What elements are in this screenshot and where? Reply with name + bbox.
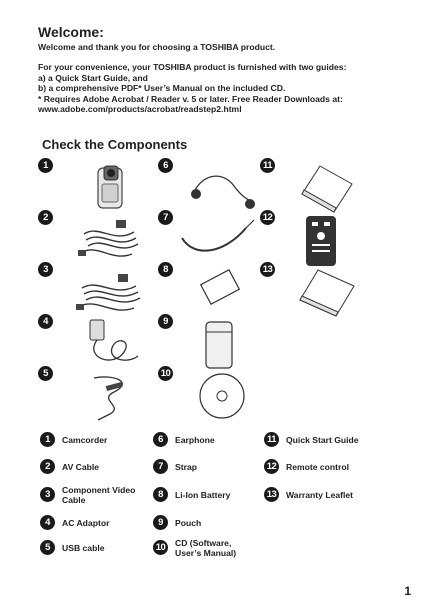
component-cell-4	[40, 316, 150, 368]
component-cell-2	[40, 212, 150, 264]
number-badge: 4	[40, 515, 55, 530]
camcorder-icon	[54, 162, 146, 216]
warranty-leaflet-icon	[276, 266, 368, 320]
usb-cable-icon	[54, 370, 146, 424]
number-badge: 10	[153, 540, 168, 555]
number-badge: 2	[38, 210, 53, 225]
number-badge: 13	[260, 262, 275, 277]
number-badge: 8	[153, 487, 168, 502]
legend-label: Quick Start Guide	[286, 434, 359, 445]
number-badge: 7	[153, 459, 168, 474]
number-badge: 12	[260, 210, 275, 225]
legend-label: Earphone	[175, 434, 215, 445]
legend-label: AC Adaptor	[62, 517, 110, 528]
number-badge: 5	[38, 366, 53, 381]
component-cell-8	[160, 264, 270, 316]
intro-line: b) a comprehensive PDF* User’s Manual on the included CD.	[38, 83, 286, 94]
legend-label: Strap	[175, 461, 197, 472]
intro-line: Welcome and thank you for choosing a TOSHIBA product.	[38, 42, 276, 52]
remote-control-icon	[276, 214, 368, 268]
component-cell-9	[160, 316, 270, 368]
number-badge: 11	[264, 432, 279, 447]
number-badge: 12	[264, 459, 279, 474]
component-cable-icon	[54, 266, 146, 320]
intro-line: * Requires Adobe Acrobat / Reader v. 5 or later. Free Reader Downloads at:	[38, 93, 343, 104]
legend-label: AV Cable	[62, 461, 100, 472]
legend-label: CD (Software, User’s Manual)	[175, 537, 237, 558]
intro-line: a) a Quick Start Guide, and	[38, 72, 148, 83]
number-badge: 4	[38, 314, 53, 329]
number-badge: 1	[38, 158, 53, 173]
number-badge: 1	[40, 432, 55, 447]
component-cell-10	[160, 368, 270, 420]
component-cell-13	[262, 264, 372, 316]
number-badge: 7	[158, 210, 173, 225]
ac-adaptor-icon	[54, 318, 146, 372]
number-badge: 10	[158, 366, 173, 381]
av-cable-icon	[54, 214, 146, 268]
legend-label: USB cable	[62, 542, 105, 553]
number-badge: 3	[40, 487, 55, 502]
component-cell-7	[160, 212, 270, 264]
pouch-icon	[174, 318, 266, 372]
legend-label: Camcorder	[62, 434, 108, 445]
legend-label: Component Video Cable	[62, 484, 136, 505]
legend-label: Pouch	[175, 517, 202, 528]
component-cell-12	[262, 212, 372, 264]
intro-link[interactable]: www.adobe.com/products/acrobat/readstep2.html	[38, 104, 242, 115]
welcome-title: Welcome:	[38, 24, 104, 40]
number-badge: 11	[260, 158, 275, 173]
component-cell-6	[160, 160, 270, 212]
battery-icon	[174, 266, 266, 320]
component-cell-3	[40, 264, 150, 316]
intro-line: For your convenience, your TOSHIBA product is furnished with two guides:	[38, 62, 347, 73]
number-badge: 2	[40, 459, 55, 474]
component-cell-5	[40, 368, 150, 420]
number-badge: 9	[158, 314, 173, 329]
page-number: 1	[404, 584, 411, 598]
number-badge: 5	[40, 540, 55, 555]
number-badge: 8	[158, 262, 173, 277]
number-badge: 6	[153, 432, 168, 447]
intro-text	[38, 42, 408, 114]
number-badge: 13	[264, 487, 279, 502]
component-cell-11	[262, 160, 372, 212]
component-cell-1	[40, 160, 150, 212]
legend-label: Remote control	[286, 461, 350, 472]
number-badge: 9	[153, 515, 168, 530]
earphone-icon	[174, 162, 266, 216]
components-title: Check the Components	[42, 137, 188, 152]
cd-icon	[174, 370, 266, 424]
strap-icon	[174, 214, 266, 268]
legend-label: Warranty Leaflet	[286, 489, 354, 500]
number-badge: 6	[158, 158, 173, 173]
quick-start-guide-icon	[276, 162, 368, 216]
number-badge: 3	[38, 262, 53, 277]
legend-label: Li-Ion Battery	[175, 489, 231, 500]
